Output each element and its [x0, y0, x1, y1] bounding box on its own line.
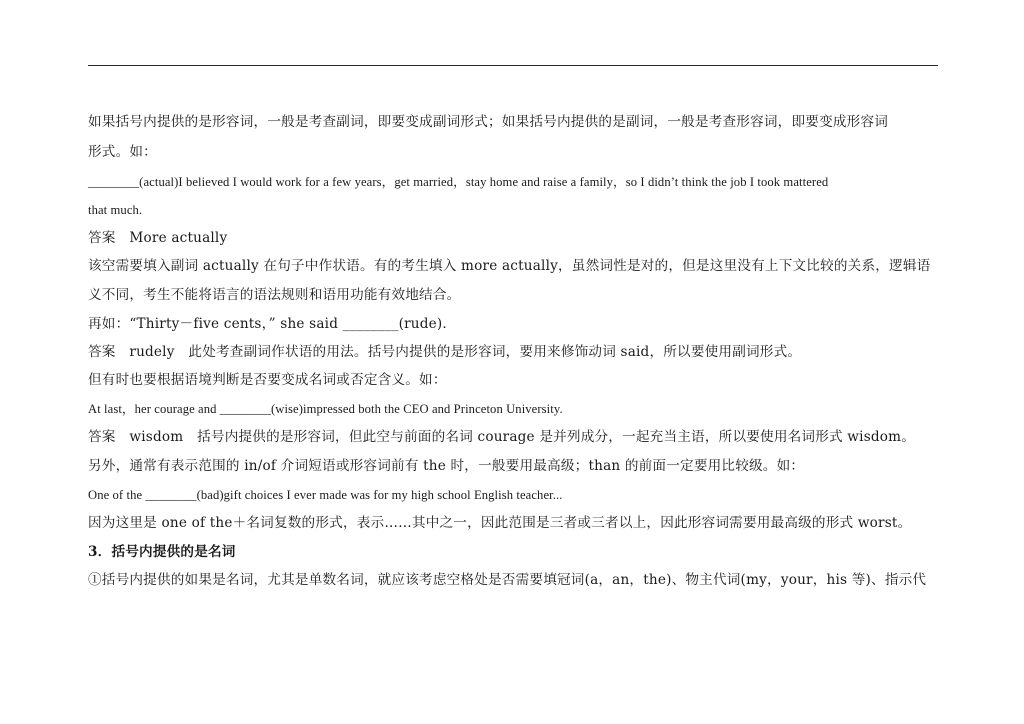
explanation-line-3: 因为这里是 one of the＋名词复数的形式，表示……其中之一，因此范围是三者或三者以上，因此形容词需要用最高级的形式 worst。 — [88, 515, 912, 531]
text-line-last: ①括号内提供的如果是名词，尤其是单数名词，就应该考虑空格处是否需要填冠词(a，an，the)、物主代词(my，your，his 等)、指示代 — [88, 572, 927, 588]
answer-line-2: 答案 rudely 此处考查副词作状语的用法。括号内提供的是形容词，要用来修饰动词 said，所以要使用副词形式。 — [88, 344, 802, 360]
example-sentence-1-cont: that much. — [88, 203, 143, 217]
header-rule — [88, 65, 938, 66]
example-sentence-2: 再如：“Thirty－five cents，” she said ________(rude)． — [88, 316, 457, 332]
answer-line-1: 答案 More actually — [88, 230, 228, 246]
text-line-2: 形式。如： — [88, 144, 157, 160]
example-sentence-4: One of the ________(bad)gift choices I ever made was for my high school English teacher... — [88, 488, 563, 502]
answer-line-3: 答案 wisdom 括号内提供的是形容词，但此空与前面的名词 courage 是并列成分，一起充当主语，所以要使用名词形式 wisdom。 — [88, 429, 916, 445]
example-sentence-3: At last，her courage and ________(wise)impressed both the CEO and Princeton University. — [88, 402, 563, 416]
explanation-line-1: 该空需要填入副词 actually 在句子中作状语。有的考生填入 more actually，虽然词性是对的，但是这里没有上下文比较的关系，逻辑语 — [88, 258, 931, 274]
text-line-rule: 另外，通常有表示范围的 in/of 介词短语或形容词前有 the 时，一般要用最高级；than 的前面一定要用比较级。如： — [88, 458, 805, 474]
text-line-1: 如果括号内提供的是形容词，一般是考查副词，即要变成副词形式；如果括号内提供的是副词，一般是考查形容词，即要变成形容词 — [88, 114, 889, 130]
explanation-line-2: 义不同，考生不能将语言的语法规则和语用功能有效地结合。 — [88, 287, 461, 303]
text-line-note: 但有时也要根据语境判断是否要变成名词或否定含义。如： — [88, 372, 447, 388]
section-heading-3: 3．括号内提供的是名词 — [88, 544, 236, 560]
example-sentence-1: ________(actual)I believed I would work for a few years，get married，stay home and raise a family，so I didn’t think the job I took mattered — [88, 175, 829, 189]
